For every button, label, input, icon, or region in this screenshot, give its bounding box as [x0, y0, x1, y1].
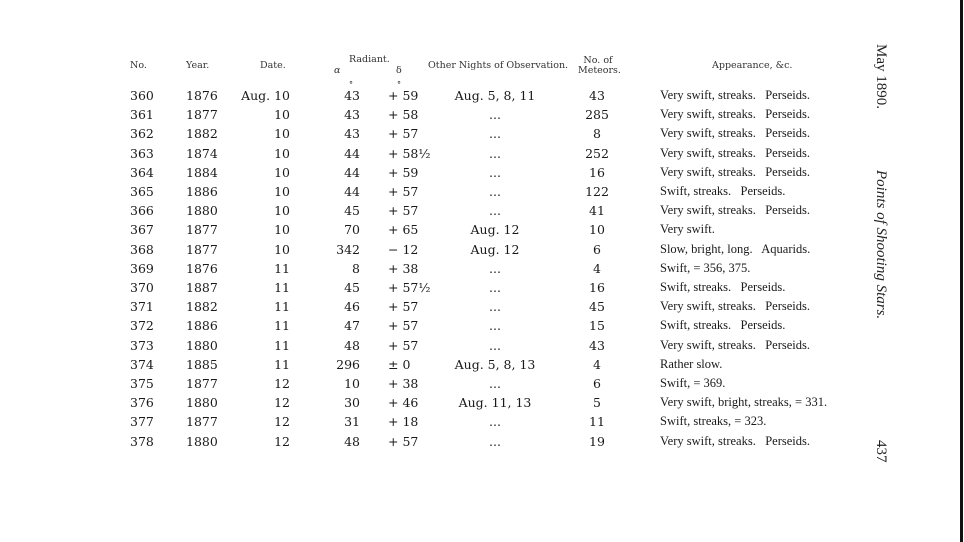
running-title: Points of Shooting Stars.: [873, 170, 889, 320]
cell-no: 370: [130, 280, 154, 295]
cell-year: 1882: [186, 299, 218, 315]
cell-dec: + 57: [388, 184, 419, 199]
cell-date: 10: [274, 241, 290, 257]
cell-ra: 48: [344, 337, 360, 353]
table-row: [0, 376, 860, 395]
cell-date: 11: [274, 299, 290, 315]
cell-no: 373: [130, 337, 154, 353]
cell-appearance: Very swift, streaks. Perseids.: [660, 433, 810, 448]
table-row: [0, 146, 860, 165]
cell-ra: 44: [344, 164, 360, 180]
cell-other: ...: [489, 164, 501, 180]
cell-no: 360: [130, 88, 154, 103]
cell-ra: 43: [344, 126, 360, 142]
cell-other: ...: [489, 107, 501, 123]
cell-appearance: Swift, streaks. Perseids.: [660, 280, 786, 294]
cell-dec: + 57: [388, 318, 419, 334]
cell-ra: 45: [344, 203, 360, 219]
cell-dec: + 59: [388, 164, 419, 180]
cell-date: 10: [274, 203, 290, 219]
cell-ra: 44: [344, 145, 360, 161]
cell-dec: + 58: [388, 107, 419, 123]
cell-meteors: 11: [589, 414, 605, 430]
cell-date: 12: [274, 376, 290, 391]
cell-date: 12: [274, 395, 290, 411]
cell-meteors: 19: [589, 433, 605, 449]
cell-meteors: 6: [593, 376, 601, 391]
cell-year: 1877: [186, 241, 218, 257]
cell-dec: + 59: [388, 88, 419, 103]
cell-appearance: Very swift, streaks. Perseids.: [660, 107, 810, 122]
header-year: Year.: [186, 60, 210, 71]
cell-other: Aug. 12: [470, 241, 520, 257]
cell-appearance: Very swift.: [660, 222, 715, 237]
cell-date: Aug. 10: [241, 88, 290, 103]
cell-year: 1874: [186, 145, 218, 161]
cell-ra: 30: [344, 395, 360, 411]
cell-date: 10: [274, 184, 290, 199]
header-meteors-line2: Meteors.: [578, 65, 621, 76]
cell-dec: + 18: [388, 414, 419, 430]
page-edge: [960, 0, 963, 542]
cell-dec: − 12: [388, 241, 419, 257]
degree-mark: °: [349, 80, 353, 89]
cell-date: 12: [274, 414, 290, 430]
cell-year: 1884: [186, 164, 218, 180]
cell-year: 1885: [186, 356, 218, 372]
cell-dec: + 38: [388, 376, 419, 391]
cell-no: 364: [130, 164, 154, 180]
cell-appearance: Slow, bright, long. Aquarids.: [660, 241, 811, 256]
cell-date: 10: [274, 222, 290, 238]
cell-no: 376: [130, 395, 154, 411]
cell-dec: + 58½: [388, 145, 431, 161]
cell-appearance: Very swift, streaks. Perseids.: [660, 126, 810, 141]
table-row: [0, 299, 860, 318]
cell-meteors: 8: [593, 126, 601, 142]
cell-meteors: 41: [589, 203, 605, 219]
cell-year: 1880: [186, 337, 218, 353]
cell-other: ...: [489, 337, 501, 353]
table-row: [0, 165, 860, 184]
header-other-nights: Other Nights of Observation.: [428, 60, 569, 71]
cell-other: Aug. 11, 13: [458, 395, 532, 411]
cell-other: ...: [489, 260, 501, 276]
cell-dec: + 57: [388, 299, 419, 315]
table-row: [0, 395, 860, 414]
cell-meteors: 43: [589, 88, 605, 103]
cell-year: 1876: [186, 88, 218, 103]
cell-no: 378: [130, 433, 154, 449]
cell-meteors: 285: [585, 107, 609, 123]
cell-other: ...: [489, 280, 501, 295]
cell-no: 371: [130, 299, 154, 315]
cell-appearance: Very swift, streaks. Perseids.: [660, 164, 810, 179]
cell-other: ...: [489, 145, 501, 161]
cell-ra: 47: [344, 318, 360, 334]
page-number: 437: [873, 440, 889, 463]
cell-year: 1880: [186, 395, 218, 411]
cell-meteors: 43: [589, 337, 605, 353]
cell-ra: 8: [352, 260, 360, 276]
table-row: [0, 184, 860, 203]
cell-dec: + 38: [388, 260, 419, 276]
cell-no: 375: [130, 376, 154, 391]
cell-date: 10: [274, 126, 290, 142]
cell-other: ...: [489, 203, 501, 219]
cell-year: 1877: [186, 107, 218, 123]
table-row: [0, 203, 860, 222]
cell-year: 1880: [186, 203, 218, 219]
header-no: No.: [130, 60, 147, 71]
cell-dec: ± 0: [388, 356, 411, 372]
cell-meteors: 6: [593, 241, 601, 257]
cell-ra: 342: [336, 241, 360, 257]
cell-appearance: Rather slow.: [660, 356, 723, 371]
cell-dec: + 57: [388, 203, 419, 219]
header-appearance: Appearance, &c.: [712, 60, 793, 71]
table-row: [0, 434, 860, 453]
table-row: [0, 280, 860, 299]
cell-year: 1886: [186, 184, 218, 199]
cell-date: 10: [274, 145, 290, 161]
cell-ra: 31: [344, 414, 360, 430]
cell-appearance: Swift, = 369.: [660, 376, 726, 390]
cell-no: 372: [130, 318, 154, 334]
cell-date: 10: [274, 164, 290, 180]
cell-year: 1877: [186, 376, 218, 391]
cell-other: ...: [489, 433, 501, 449]
cell-meteors: 252: [585, 145, 609, 161]
cell-appearance: Swift, streaks, = 323.: [660, 414, 767, 429]
cell-other: ...: [489, 126, 501, 142]
cell-year: 1877: [186, 414, 218, 430]
cell-year: 1877: [186, 222, 218, 238]
cell-ra: 43: [344, 107, 360, 123]
cell-other: ...: [489, 414, 501, 430]
cell-dec: + 57: [388, 126, 419, 142]
cell-ra: 43: [344, 88, 360, 103]
cell-appearance: Swift, streaks. Perseids.: [660, 184, 786, 198]
cell-no: 363: [130, 145, 154, 161]
cell-no: 374: [130, 356, 154, 372]
cell-meteors: 16: [589, 280, 605, 295]
cell-date: 11: [274, 337, 290, 353]
cell-appearance: Swift, = 356, 375.: [660, 260, 751, 275]
cell-ra: 70: [344, 222, 360, 238]
cell-other: ...: [489, 318, 501, 334]
cell-no: 366: [130, 203, 154, 219]
cell-no: 362: [130, 126, 154, 142]
cell-dec: + 65: [388, 222, 419, 238]
table-row: [0, 338, 860, 357]
cell-appearance: Very swift, streaks. Perseids.: [660, 203, 810, 218]
cell-appearance: Swift, streaks. Perseids.: [660, 318, 786, 333]
cell-meteors: 16: [589, 164, 605, 180]
cell-appearance: Very swift, bright, streaks, = 331.: [660, 395, 828, 410]
cell-other: ...: [489, 184, 501, 199]
cell-year: 1880: [186, 433, 218, 449]
table-row: [0, 107, 860, 126]
cell-no: 369: [130, 260, 154, 276]
cell-dec: + 57½: [388, 280, 431, 295]
cell-date: 11: [274, 318, 290, 334]
cell-ra: 296: [336, 356, 360, 372]
cell-dec: + 57: [388, 337, 419, 353]
cell-other: Aug. 5, 8, 11: [454, 88, 536, 103]
margin-date: May 1890.: [873, 44, 889, 109]
cell-ra: 44: [344, 184, 360, 199]
cell-other: Aug. 5, 8, 13: [454, 356, 536, 372]
cell-appearance: Very swift, streaks. Perseids.: [660, 145, 810, 160]
cell-other: ...: [489, 299, 501, 315]
degree-mark: °: [397, 80, 401, 89]
cell-meteors: 10: [589, 222, 605, 238]
cell-meteors: 5: [593, 395, 601, 411]
cell-meteors: 45: [589, 299, 605, 315]
header-radiant: Radiant.: [349, 54, 390, 65]
cell-no: 368: [130, 241, 154, 257]
header-alpha: α: [334, 65, 341, 76]
table-row: [0, 261, 860, 280]
cell-ra: 45: [344, 280, 360, 295]
table-row: [0, 88, 860, 107]
cell-date: 12: [274, 433, 290, 449]
cell-date: 11: [274, 356, 290, 372]
table-row: [0, 414, 860, 433]
cell-year: 1886: [186, 318, 218, 334]
cell-no: 377: [130, 414, 154, 430]
cell-meteors: 122: [585, 184, 609, 199]
table-row: [0, 222, 860, 241]
cell-meteors: 4: [593, 356, 601, 372]
cell-ra: 10: [344, 376, 360, 391]
cell-dec: + 57: [388, 433, 419, 449]
header-meteors-line1: No. of: [583, 55, 613, 66]
cell-no: 365: [130, 184, 154, 199]
header-meteors: [578, 55, 621, 76]
cell-ra: 46: [344, 299, 360, 315]
cell-appearance: Very swift, streaks. Perseids.: [660, 299, 810, 314]
cell-appearance: Very swift, streaks. Perseids.: [660, 88, 810, 102]
table-row: [0, 318, 860, 337]
cell-ra: 48: [344, 433, 360, 449]
cell-meteors: 15: [589, 318, 605, 334]
cell-date: 11: [274, 260, 290, 276]
cell-no: 367: [130, 222, 154, 238]
cell-appearance: Very swift, streaks. Perseids.: [660, 337, 810, 352]
cell-year: 1882: [186, 126, 218, 142]
cell-year: 1876: [186, 260, 218, 276]
cell-other: Aug. 12: [470, 222, 520, 238]
cell-meteors: 4: [593, 260, 601, 276]
cell-no: 361: [130, 107, 154, 123]
table-row: [0, 357, 860, 376]
cell-other: ...: [489, 376, 501, 391]
table-row: [0, 126, 860, 145]
header-delta: δ: [396, 65, 402, 76]
cell-date: 11: [274, 280, 290, 295]
table-row: [0, 242, 860, 261]
cell-year: 1887: [186, 280, 218, 295]
header-date: Date.: [260, 60, 286, 71]
cell-dec: + 46: [388, 395, 419, 411]
cell-date: 10: [274, 107, 290, 123]
